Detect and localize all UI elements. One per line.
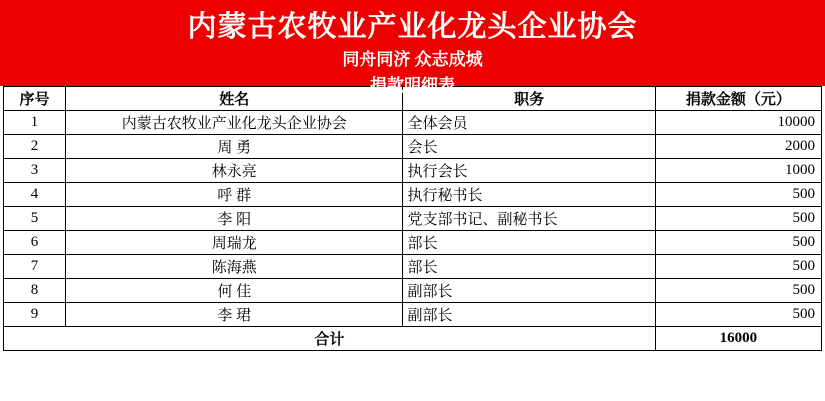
- column-header-title: 职务: [403, 87, 655, 111]
- organization-title: 内蒙古农牧业产业化龙头企业协会: [187, 11, 638, 43]
- table-total-row: [4, 327, 822, 351]
- table-row: [4, 255, 822, 279]
- cell-index: 4: [4, 183, 66, 207]
- donation-table: [3, 86, 822, 351]
- cell-title: 副部长: [403, 303, 655, 327]
- table-row: [4, 159, 822, 183]
- table-row: [4, 303, 822, 327]
- cell-title: 执行秘书长: [403, 183, 655, 207]
- cell-index: 6: [4, 231, 66, 255]
- column-header-amount: 捐款金额（元）: [655, 87, 821, 111]
- cell-amount: 500: [655, 303, 821, 327]
- cell-amount: 500: [655, 231, 821, 255]
- document-banner: [0, 0, 825, 95]
- cell-index: 8: [4, 279, 66, 303]
- cell-name: 周 勇: [66, 135, 403, 159]
- cell-amount: 2000: [655, 135, 821, 159]
- cell-title: 会长: [403, 135, 655, 159]
- cell-name: 呼 群: [66, 183, 403, 207]
- table-row: [4, 279, 822, 303]
- cell-title: 副部长: [403, 279, 655, 303]
- cell-title: 部长: [403, 255, 655, 279]
- total-label: 合计: [4, 327, 656, 351]
- cell-index: 5: [4, 207, 66, 231]
- cell-name: 李 珺: [66, 303, 403, 327]
- total-amount: 16000: [655, 327, 821, 351]
- cell-amount: 500: [655, 183, 821, 207]
- cell-amount: 500: [655, 279, 821, 303]
- table-row: [4, 135, 822, 159]
- cell-name: 李 阳: [66, 207, 403, 231]
- table-row: [4, 111, 822, 135]
- cell-name: 周瑞龙: [66, 231, 403, 255]
- cell-name: 陈海燕: [66, 255, 403, 279]
- banner-document-type: 捐款明细表: [370, 76, 455, 95]
- cell-amount: 500: [655, 255, 821, 279]
- cell-name: 内蒙古农牧业产业化龙头企业协会: [66, 111, 403, 135]
- table-row: [4, 207, 822, 231]
- table-row: [4, 183, 822, 207]
- table-row: [4, 231, 822, 255]
- cell-title: 全体会员: [403, 111, 655, 135]
- cell-amount: 1000: [655, 159, 821, 183]
- cell-index: 9: [4, 303, 66, 327]
- cell-index: 7: [4, 255, 66, 279]
- cell-title: 部长: [403, 231, 655, 255]
- column-header-name: 姓名: [66, 87, 403, 111]
- cell-name: 林永亮: [66, 159, 403, 183]
- column-header-index: 序号: [4, 87, 66, 111]
- banner-slogan: 同舟同济 众志成城: [342, 50, 483, 69]
- cell-index: 2: [4, 135, 66, 159]
- cell-name: 何 佳: [66, 279, 403, 303]
- cell-title: 党支部书记、副秘书长: [403, 207, 655, 231]
- cell-title: 执行会长: [403, 159, 655, 183]
- cell-amount: 500: [655, 207, 821, 231]
- cell-amount: 10000: [655, 111, 821, 135]
- cell-index: 3: [4, 159, 66, 183]
- cell-index: 1: [4, 111, 66, 135]
- table-body: [4, 111, 822, 351]
